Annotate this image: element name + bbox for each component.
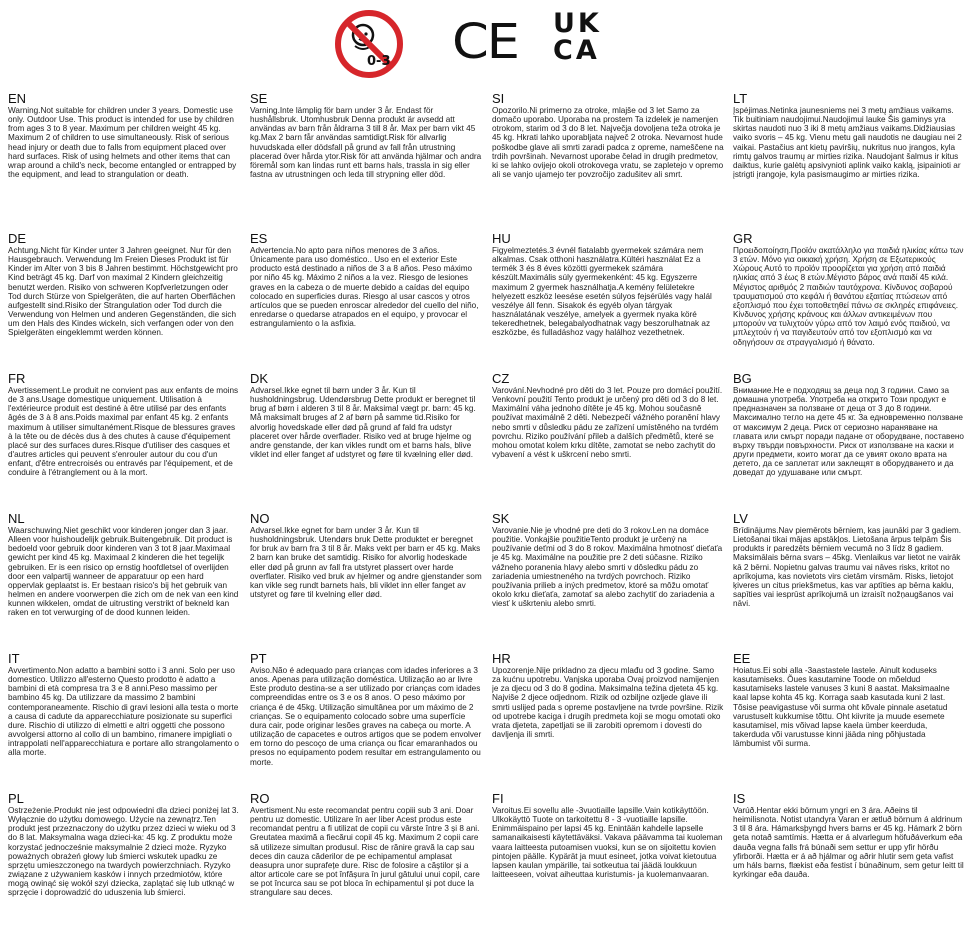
warning-section: [733, 232, 965, 372]
warning-section: [250, 512, 482, 652]
language-code: IS: [733, 792, 746, 806]
warning-text: Hoiatus.Ei sobi alla -3aastastele lastele. Ainult koduseks kasutamiseks. Õues kasutamine Toode on mõeldud kasutamiseks lastele vanuses 3 kuni 8 aastat. Maksimaalne kaal lapse kohta 45 kg. Korraga saab kasutada kuni 2 last. Tõsise peavigastuse või surma oht kõvale pinnale asetatud varustuselt kukkumise tõttu. Oht kiivrite ja muude esemete kasutamisel, mis võivad lapse kaela ümber keerduda, takerduda või varustusse kinni jääda ning põhjustada lämbumist või surma.: [733, 666, 950, 749]
warning-text: Upozorenje.Nije prikladno za djecu mlađu od 3 godine. Samo za kućnu upotrebu. Vanjska uporaba Ovaj proizvod namijenjen je za djecu od 3 do 8 godina. Maksimalna težina djeteta 45 kg. Najviše 2 djece odjednom. Rizik od ozbiljne ozljede glave ili smrti uslijed pada s opreme postavljene na tvrde površine. Rizik od upotrebe kaciga i drugih predmeta koji se mogu omotati oko vrata djeteta, zapetljati se ili zarobiti opremom i dovesti do davljenja ili smrti.: [492, 666, 724, 740]
warning-section: [492, 652, 724, 792]
warning-text: Ostrzeżenie.Produkt nie jest odpowiedni dla dzieci poniżej lat 3. Wyłącznie do użytku domowego. Użycie na zewnątrz.Ten produkt jest przeznaczony do użytku przez dzieci w wieku od 3 do 8 lat. Maksymalna waga dzieci-ka: 45 kg. Z produktu może korzystać jednocześnie maksymalnie 2 dzieci może. Ryzyko poważnych obrażeń głowy lub śmierci wskutek upadku ze sprzętu umieszczonego na twardych powierzchniach. Ryzyko związane z używaniem kasków i innych przedmiotów, które mogą owinąć się wokół szyi dziecka, zaplątać się lub utknąć w sprzęcie i doprowadzić do uduszenia lub śmierci.: [8, 806, 239, 898]
warning-section: [8, 232, 240, 372]
warning-text: Avvertimento.Non adatto a bambini sotto i 3 anni. Solo per uso domestico. Utilizzo all'esterno Questo prodotto è adatto a bambini di età compresa tra 3 e 8 anni.Peso massimo per bambino 45 kg. Da utilizzare da massimo 2 bambini contemporaneamente. Rischio di gravi lesioni alla testa o morte a causa di cadute da apparecchiature posizionate su superfici dure. Rischio di utilizzo di elmetti e altri oggetti che possono avvolgersi attorno al collo di un bambino, rimanere impigliati o intrappolati nell'apparecchiatura e portare allo strangolamento o alla morte.: [8, 666, 239, 758]
warning-text: Varovanie.Nie je vhodné pre deti do 3 rokov.Len na domáce použitie. Vonkajšie použitieTento produkt je určený na používanie deťmi od 3 do 8 rokov. Maximálna hmotnosť dieťaťa je 45 kg. Maximálne na použitie pre 2 deti súčasne. Riziko vážneho poranenia hlavy alebo smrti v dôsledku pádu zo zariadenia umiestneného na tvrdých povrchoch. Riziko používania prilieb a iných predmetov, ktoré sa môžu omotať okolo krku dieťaťa, zamotať sa alebo zachytiť do zariadenia a viesť k uškrteniu alebo smrti.: [492, 526, 723, 609]
warning-section: [733, 92, 965, 232]
language-code: BG: [733, 372, 752, 386]
no-children-under-3-icon: [333, 8, 405, 80]
warning-section: [250, 232, 482, 372]
warning-text: Varning.Inte lämplig för barn under 3 år. Endast för hushållsbruk. Utomhusbruk Denna produkt är avsedd att användas av barn från åldrarna 3 till 8 år. Max per barn vikt 45 kg.Max 2 barn får användas samtidigt.Risk för allvarlig huvudskada eller dödsfall på grund av fall från utrustning placerad över hårda ytor.Risk för att använda hjälmar och andra föremål som kan lindas runt ett barns hals, trassla in sig eller fastna av utrustningen och leda till strypning eller död.: [250, 106, 482, 180]
warning-text: Avertisment.Nu este recomandat pentru copiii sub 3 ani. Doar pentru uz domestic. Utilizare în aer liber Acest produs este recomandat pentru a fi utilizat de copii cu vârste între 3 și 8 ani. Greutatea maximă a fiecărui copil 45 kg. Maximum 2 copii care să utilizeze simultan produsul. Risc de rănire gravă la cap sau deces din cauza căderilor de pe echipamentul amplasat deasupra unor suprafețe dure. Risc de folosire a căștilor și a altor articole care se pot înfășura în jurul gâtului unui copil, care se pot încurca sau se pot bloca în echipamentul și pot duce la strangulare sau deces.: [250, 806, 480, 898]
warning-section: [733, 372, 965, 512]
warning-text: Varúð.Hentar ekki börnum yngri en 3 ára. Aðeins til heimilisnota. Notist utandyra Varan er ætluð börnum á aldrinum 3 til 8 ára. Hámarksþyngd hvers barns er 45 kg. Hámark 2 börn geta notað samtímis. Hætta er á alvarlegum höfuðáverkum eða dauða vegna falls frá búnaði sem settur er upp yfir hörðu yfirborði. Hætta er á að hjálmar og aðrir hlutir sem geta vafist um háls barns, flækist eða festist í búnaðinum, sem getur leitt til kyrkingar eða dauða.: [733, 806, 964, 880]
warning-section: [733, 652, 965, 792]
language-code: SE: [250, 92, 268, 106]
warning-text: Varování.Nevhodné pro děti do 3 let. Pouze pro domácí použití. Venkovní použití Tento produkt je určený pro děti od 3 do 8 let. Maximální váha jednoho dítěte je 45 kg. Mohou současně používat maximálně 2 děti. Nebezpečí vážného poranění hlavy nebo smrti v důsledku pádu ze zařízení umístěného na tvrdém povrchu. Riziko používání přileb a dalších předmětů, které se mohou omotat kolem krku dítěte, zamotat se nebo zachytit do vybavení a vést k uškrcení nebo smrti.: [492, 386, 723, 460]
warnings-column-2: [250, 92, 482, 932]
warning-text: Varoitus.Ei sovellu alle -3vuotiaille lapsille.Vain kotikäyttöön. Ulkokäyttö Tuote on tarkoitettu 8 - 3 -vuotiaille lapsille. Enimmäispaino per lapsi 45 kg. Enintään kahdelle lapselle samanaikaisesti käytettäväksi. Vakava päävamma tai kuoleman vaara laitteesta putoamisen vuoksi, kun se on sijoitettu kovien pintojen päälle. Kypärät ja muut esineet, jotka voivat kietoutua lapsen kaulan ympärille, tai sotkeutua tai jäädä loukkuun laitteeseen, voivat aiheuttaa kuristumis- ja kuolemanvaaran.: [492, 806, 723, 880]
language-code: CZ: [492, 372, 510, 386]
warning-section: [250, 372, 482, 512]
language-code: SI: [492, 92, 505, 106]
language-code: NO: [250, 512, 270, 526]
language-code: PT: [250, 652, 267, 666]
warning-section: [250, 92, 482, 232]
warning-text: Figyelmeztetés.3 évnél fiatalabb gyermekek számára nem alkalmas. Csak otthoni használatra.Kültéri használat Ez a termék 3 és 8 éves közötti gyermekek számára készült.Maximális súly gyermekenként: 45 kg. Egyszerre maximum 2 gyermek használhatja.A kemény felületekre helyezett eszköz leesése esetén súlyos fejsérülés vagy halál veszélye áll fenn. Sisakok és egyéb olyan tárgyak használatának veszélye, amelyek a gyermek nyaka köré tekeredhetnek, belegabalyodhatnak vagy beszorulhatnak az eszközbe, és fulladáshoz vagy halálhoz vezethetnek.: [492, 246, 712, 338]
warning-section: [8, 372, 240, 512]
warning-text: Προειδοποίηση.Προϊόν ακατάλληλο για παιδιά ηλικίας κάτω των 3 ετών. Μόνο για οικιακή χρήση. Χρήση σε Εξωτερικούς Χώρους Αυτό το προϊόν προορίζεται για χρήση από παιδιά ηλικίας από 3 έως 8 ετών.Μέγιστο βάρος ανά παιδί 45 κιλά. Μέγιστος αριθμός 2 παιδιών ταυτόχρονα. Κίνδυνος σοβαρού τραυματισμού στο κεφάλι ή θανάτου εξαιτίας πτώσεων από εξοπλισμό που έχει τοποθετηθεί πάνω σε σκληρές επιφάνειες. Κίνδυνος χρήσης κράνους και άλλων αντικειμένων που μπορούν να τυλιχτούν γύρω από τον λαιμό ενός παιδιού, να μπλεχτούν ή να παγιδευτούν από τον εξοπλισμό και να οδηγήσουν σε στραγγαλισμό ή θάνατο.: [733, 246, 964, 347]
warnings-column-3: [492, 92, 724, 932]
warning-section: [250, 652, 482, 792]
language-code: HR: [492, 652, 511, 666]
warning-section: [8, 92, 240, 232]
warning-section: [492, 512, 724, 652]
warning-section: [733, 512, 965, 652]
language-code: HU: [492, 232, 511, 246]
warning-text: Aviso.Não é adequado para crianças com idades inferiores a 3 anos. Apenas para utilização doméstica. Utilização ao ar livre Este produto destina-se a ser utilizado por crianças com idades compreendidas entre os 3 e os 8 anos. O peso máximo por criança é de 45kg. Utilização simultânea por um máximo de 2 crianças. Se o equipamento colocado sobre uma superfície dura cair, pode originar lesões graves na cabeça ou morte. A utilização de capacetes e outros artigos que se podem envolver em torno do pescoço de uma criança ou ficar emaranhados ou presos no equipamento podem resultar em estrangulamento ou morte.: [250, 666, 482, 767]
warning-text: Avertissement.Le produit ne convient pas aux enfants de moins de 3 ans.Usage domestique uniquement. Utilisation à l'extérieurce produit est destiné à être utilisé par des enfants âgés de 3 à 8 ans.Poids maximal par enfant 45 kg. 2 enfants maximum à utiliser simultanément.Risque de blessures graves à la tête ou de décès dus à des chutes à cause d'équipement placé sur des surfaces dures.Risque d'utiliser des casques et d'autres articles qui peuvent s'enrouler autour du cou d'un enfant, d'être entrecroisés ou entravés par l'équipement, et de conduire à l'étranglement ou à la mort.: [8, 386, 239, 478]
warning-section: [492, 372, 724, 512]
language-code: NL: [8, 512, 25, 526]
ukca-top: UK: [553, 8, 602, 39]
warning-text: Įspėjimas.Netinka jaunesniems nei 3 metų amžiaus vaikams. Tik buitiniam naudojimui.Naudojimui lauke Šis gaminys yra skirtas naudoti nuo 3 iki 8 metų amžiaus vaikams.Didžiausias vaiko svoris – 45 kg. Vienu metu gali naudotis ne daugiau nei 2 vaikai. Pastačius ant kietų paviršių, nukritus nuo įrangos, kyla rimtų galvos traumų ar mirties rizika. Naudojant šalmus ir kitus daiktus, kurie galėtų apsivynioti aplink vaiko kaklą, įsipainioti ar įstrigti įrangoje, kyla pasismaugimo ar mirties rizika.: [733, 106, 962, 180]
warnings-column-1: [8, 92, 240, 932]
warning-text: Opozorilo.Ni primerno za otroke, mlajše od 3 let Samo za domačo uporabo. Uporaba na prostem Ta izdelek je namenjen otrokom, starim od 3 do 8 let. Največja dovoljena teža otroka je 45 kg. Hkrati lahko uporabljata največ 2 otroka. Nevarnost hude poškodbe glave ali smrti zaradi padca z opreme, nameščene na trdih površinah. Nevarnost uporabe čelad in drugih predmetov, ki se lahko ovijejo okoli otrokovega vratu, se zapletejo v opremo ali se vanjo ujamejo ter povzročijo zadušitev ali smrt.: [492, 106, 724, 180]
warning-section: [492, 92, 724, 232]
ce-mark: CE: [452, 14, 518, 70]
warning-text: Warning.Not suitable for children under 3 years. Domestic use only. Outdoor Use. This product is intended for use by children from ages 3 to 8 year. Maximum per children weight 45 kg. Maximum 2 of children to use simultaneously. Risk of serious head injury or death due to falls from equipment placed over hard surfaces. Risk of using helmets and other items that can wrap around a child's neck, become entangled or entrapped by the equipment, and lead to strangulation or death.: [8, 106, 237, 180]
language-code: FR: [8, 372, 26, 386]
language-code: RO: [250, 792, 270, 806]
language-code: EE: [733, 652, 751, 666]
ukca-mark: [553, 10, 609, 70]
language-code: FI: [492, 792, 504, 806]
header-symbols: [0, 0, 970, 80]
warning-text: Advarsel.Ikke egnet for barn under 3 år. Kun til husholdningsbruk. Utendørs bruk Dette produktet er beregnet for bruk av barn fra 3 til 8 år. Maks vekt per barn er 45 kg. Maks 2 barn kan bruke det samtidig. Risiko for alvorlig hodeskade eller død på grunn av fall fra utstyret plassert over harde overflater. Risiko ved bruk av hjelmer og andre gjenstander som kan vikle seg rundt barnets hals, bli viklet inn eller fanget av utstyret og føre til kvelning eller død.: [250, 526, 482, 600]
language-code: GR: [733, 232, 753, 246]
warning-section: [733, 792, 965, 932]
warning-text: Brīdinājums.Nav piemērots bērniem, kas jaunāki par 3 gadiem. Lietošanai tikai mājas apstākļos. Lietošana ārpus telpām Šis produkts ir paredzēts bērniem vecumā no 3 līdz 8 gadiem. Maksimālais bērna svars – 45kg. Vienlaikus var lietot ne vairāk kā 2 bērni. Nopietnu galvas traumu vai nāves risks, kritot no aprīkojuma, kas novietots virs cietām virsmām. Risks, lietojot ķiveres un citus priekšmetus, kas var aptīties ap bērna kaklu, sapīties vai iesprūst aprīkojumā un izraisīt nožņaugšanos vai nāvi.: [733, 526, 961, 609]
language-code: DE: [8, 232, 27, 246]
warning-text: Внимание.Не е подходящ за деца под 3 години. Само за домашна употреба. Употреба на открито Този продукт е предназначен за ползване от деца от 3 до 8 години. Максимално тегло на дете 45 кг. За едновременно ползване от максимум 2 деца. Риск от сериозно нараняване на главата или смърт поради падане от оборудване, поставено върху твърди повърхности. Риск от използване на каски и други предмети, които могат да се увият около врата на детето, да се заплетат или заклещят в оборудването и да доведат до удушаване или смърт.: [733, 386, 964, 478]
warning-section: [492, 232, 724, 372]
warning-text: Achtung.Nicht für Kinder unter 3 Jahren geeignet. Nur für den Hausgebrauch. Verwendung Im Freien Dieses Produkt ist für Kinder im Alter von 3 bis 8 Jahren bestimmt. Höchstgewicht pro Kind beträgt 45 kg. Darf von maximal 2 Kindern gleichzeitig benutzt werden. Risiko von schweren Kopfverletzungen oder Tod durch Stürze von Spielgeräten, die auf harten Oberflächen aufgestellt sind.Risiko der Strangulation oder Tod durch die Verwendung von Helmen und anderen Gegenständen, die sich um den Hals des Kindes wickeln, sich verfangen oder von den Spielgeräten eingeklemmt werden können.: [8, 246, 238, 338]
warnings-column-4: [733, 92, 965, 932]
language-code: LV: [733, 512, 748, 526]
warning-section: [492, 792, 724, 932]
no-age-label: 0-3: [367, 54, 391, 69]
language-code: PL: [8, 792, 24, 806]
warning-section: [8, 512, 240, 652]
warning-section: [250, 792, 482, 932]
language-code: SK: [492, 512, 510, 526]
warning-text: Advertencia.No apto para niños menores de 3 años. Únicamente para uso doméstico.. Uso en el exterior Este producto está destinado a niños de 3 a 8 años. Peso máximo por niño 45 kg. Máximo 2 niños a la vez. Riesgo de lesiones graves en la cabeza o de muerte debido a caídas del equipo colocado en superficies duras. Riesgo al usar cascos y otros artículos que se pueden enroscar alrededor del cuello del niño, enredarse o quedarse atrapados en el equipo, y provocar el estrangulamiento o la asfixia.: [250, 246, 479, 329]
warning-section: [8, 792, 240, 932]
ukca-bottom: CA: [553, 35, 600, 66]
language-code: IT: [8, 652, 20, 666]
warning-section: [8, 652, 240, 792]
language-code: LT: [733, 92, 748, 106]
warning-text: Advarsel.Ikke egnet til børn under 3 år. Kun til husholdningsbrug. Udendørsbrug Dette produkt er beregnet til brug af børn i alderen 3 til 8 år. Maksimal vægt pr. barn: 45 kg. Må maksimalt bruges af 2 af børn på samme tid.Risiko for alvorlig hovedskade eller død på grund af fald fra udstyr placeret over hårde overflader. Risiko ved at bruge hjelme og andre genstande, der kan vikles rundt om et barns hals, blive viklet ind eller fanget af udstyret og føre til kvælning eller død.: [250, 386, 476, 460]
warning-text: Waarschuwing.Niet geschikt voor kinderen jonger dan 3 jaar. Alleen voor huishoudelijk gebruik.Buitengebruik. Dit product is bedoeld voor gebruik door kinderen van 3 tot 8 jaar.Maximaal gewicht per kind 45 kg. Maximaal 2 kinderen die het tegelijk gebruiken. Er is een risico op ernstig hoofdletsel of overlijden door een valpartij wanneer de apparatuur op een hard oppervlak geplaatst is. Er bestaan risico's bij het gebruik van helmen en andere voorwerpen die zich om de nek van een kind kunnen wikkelen, omdat de uitrusting verstrikt of bekneld kan raken en tot verwurging of de dood kunnen leiden.: [8, 526, 239, 618]
language-code: DK: [250, 372, 269, 386]
language-code: ES: [250, 232, 268, 246]
language-code: EN: [8, 92, 27, 106]
